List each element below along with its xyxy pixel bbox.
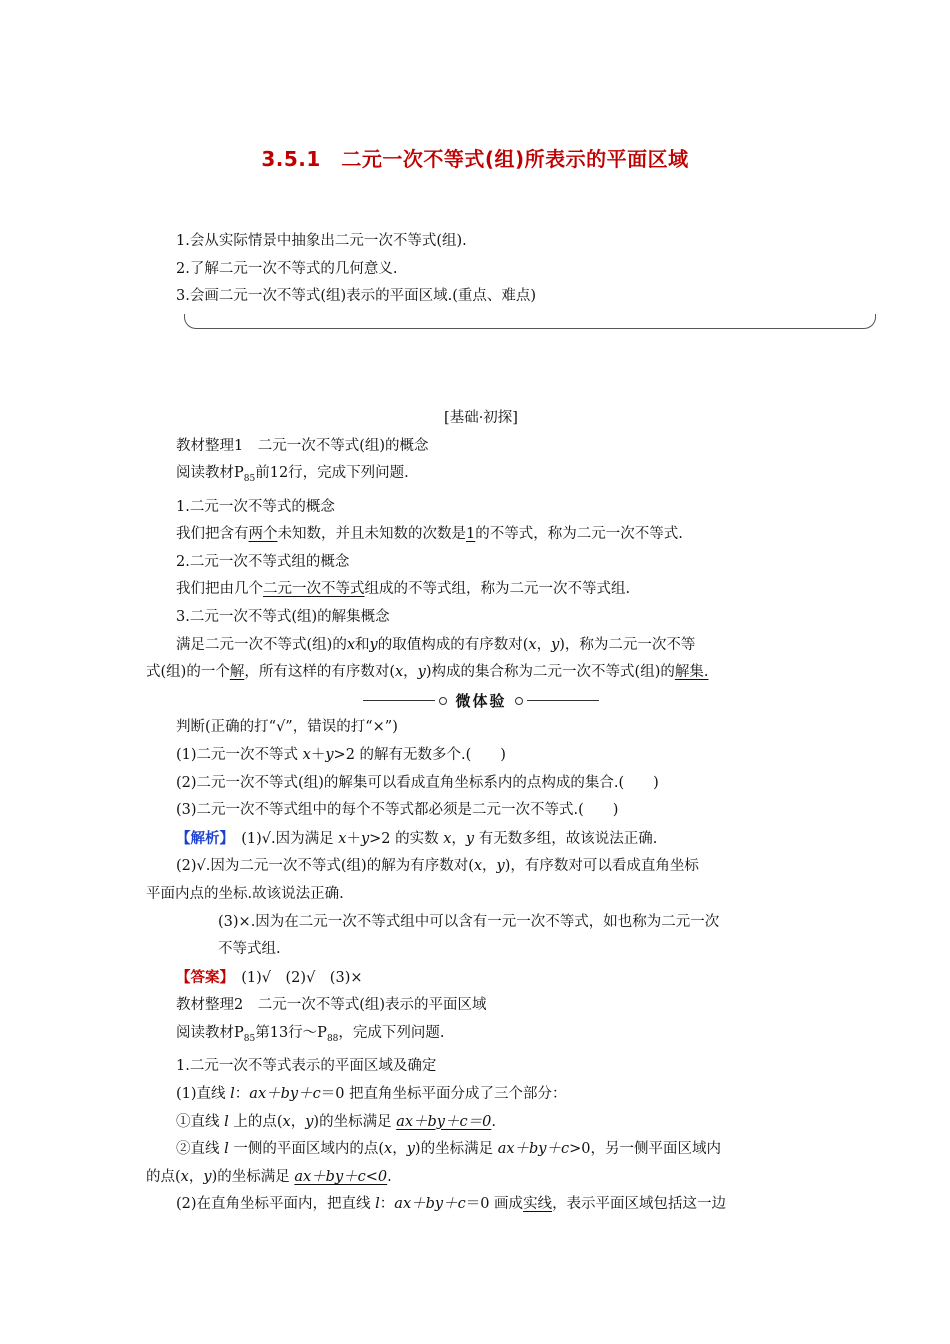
analysis-2b: 平面内点的坐标.故该说法正确. (146, 885, 344, 902)
para-2: 我们把由几个二元一次不等式组成的不等式组，称为二元一次不等式组. (176, 581, 631, 598)
statement-1: (1)直线 l：ax＋by＋c＝0 把直角坐标平面分成了三个部分： (176, 1086, 567, 1103)
analysis-1: 【解析】 (1)√.因为满足 x＋y>2 的实数 x，y 有无数多组，故该说法正确. (176, 829, 658, 847)
statement-4: 的点(x，y)的坐标满足 ax＋by＋c<0. (146, 1168, 392, 1185)
question-2: (2)二元一次不等式(组)的解集可以看成直角坐标系内的点构成的集合.( ) (176, 774, 659, 791)
analysis-3a: (3)×.因为在二元一次不等式组中可以含有一元一次不等式，如也称为二元一次 (218, 913, 720, 930)
content (146, 405, 816, 1219)
topic-1-title: 教材整理1 二元一次不等式(组)的概念 (176, 437, 429, 454)
statement-3: ②直线 l 一侧的平面区域内的点(x，y)的坐标满足 ax＋by＋c>0，另一侧平面区域内 (176, 1141, 721, 1158)
statement-5: (2)在直角坐标平面内，把直线 l：ax＋by＋c＝0 画成实线，表示平面区域包括这一边 (176, 1196, 727, 1213)
goals-brace (184, 314, 876, 329)
micro-experience-label: 微体验 (455, 692, 507, 711)
analysis-2a: (2)√.因为二元一次不等式(组)的解为有序数对(x，y)，有序数对可以看成直角坐标 (176, 858, 699, 875)
question-3: (3)二元一次不等式组中的每个不等式都必须是二元一次不等式.( ) (176, 802, 619, 819)
analysis-3b: 不等式组. (218, 941, 281, 958)
para-3b: 式(组)的一个解，所有这样的有序数对(x，y)构成的集合称为二元一次不等式(组)的解集. (146, 664, 709, 681)
goal-1: 1.会从实际情景中抽象出二元一次不等式(组). (176, 233, 467, 249)
learning-goals (176, 228, 876, 311)
topic-2-title: 教材整理2 二元一次不等式(组)表示的平面区域 (176, 997, 487, 1014)
heading-4: 1.二元一次不等式表示的平面区域及确定 (176, 1058, 437, 1075)
heading-3: 3.二元一次不等式(组)的解集概念 (176, 609, 390, 626)
para-1: 我们把含有两个未知数，并且未知数的次数是1的不等式，称为二元一次不等式. (176, 526, 683, 543)
goal-3: 3.会画二元一次不等式(组)表示的平面区域.(重点、难点) (176, 288, 537, 304)
statement-2: ①直线 l 上的点(x，y)的坐标满足 ax＋by＋c＝0. (176, 1113, 496, 1130)
para-3a: 满足二元一次不等式(组)的x和y的取值构成的有序数对(x，y)，称为二元一次不等 (176, 636, 696, 653)
heading-1: 1.二元一次不等式的概念 (176, 498, 335, 515)
question-1: (1)二元一次不等式 x＋y>2 的解有无数多个.( ) (176, 747, 506, 764)
micro-experience-divider (146, 687, 816, 715)
page-title: 3.5.1 二元一次不等式(组)所表示的平面区域 (261, 147, 689, 171)
section-header: [基础·初探] (444, 410, 518, 426)
heading-2: 2.二元一次不等式组的概念 (176, 553, 350, 570)
goal-2: 2.了解二元一次不等式的几何意义. (176, 260, 398, 277)
judge-instruction: 判断(正确的打“√”，错误的打“×”) (176, 719, 398, 736)
reading-2: 阅读教材$P_{85}$第13行$\sim P_{88}$，完成下列问题. (176, 1024, 445, 1044)
reading-1: 阅读教材$P_{85}$前12行，完成下列问题. (176, 465, 409, 485)
answer: 【答案】 (1)√ (2)√ (3)× (176, 968, 363, 986)
